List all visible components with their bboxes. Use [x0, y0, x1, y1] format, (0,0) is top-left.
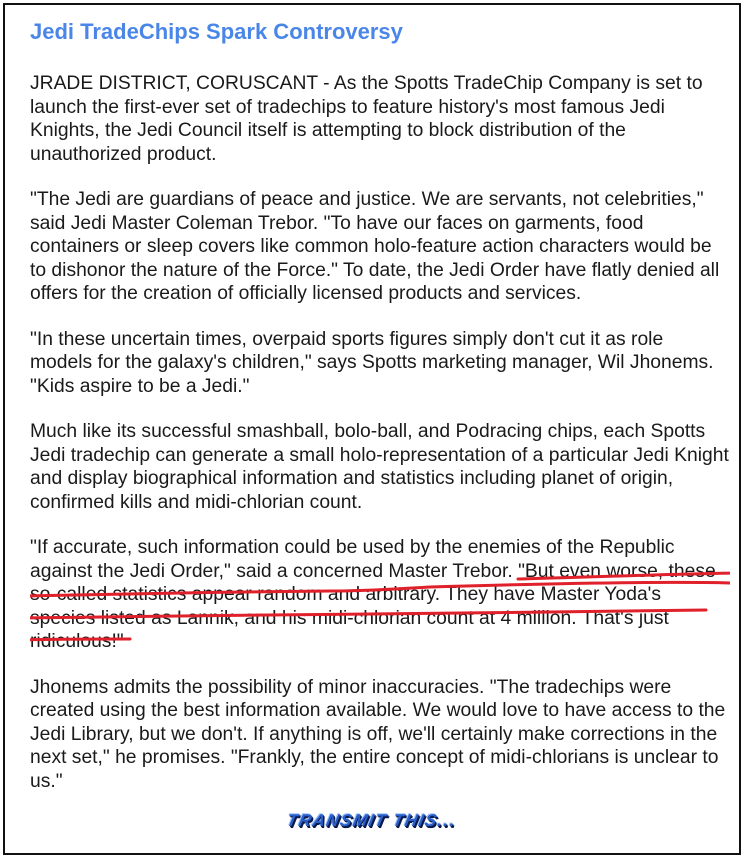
article-title: Jedi TradeChips Spark Controversy: [30, 19, 403, 44]
transmit-this-logo: TRANSMIT THIS...: [285, 811, 459, 830]
article-paragraph-5: "If accurate, such information could be used by the enemies of the Republic against the Jedi Order," said a concerned Master Trebor. "But even worse, these so-called statistics appear random and arbitrary. They have Master Yoda's species listed as Lannik, and his midi-chlorian count at 4 million. That's just ridiculous!": [30, 537, 716, 653]
article-body: [30, 19, 730, 815]
article-frame: [3, 3, 741, 855]
article-paragraph-6: Jhonems admits the possibility of minor inaccuracies. "The tradechips were created using the best information available. We would love to have access to the Jedi Library, but we don't. If anything is off, we'll certainly make corrections in the next set," he promises. "Frankly, the entire concept of midi-chlorians is unclear to us.": [30, 676, 726, 792]
highlighted-quote: [30, 536, 730, 654]
article-paragraph-3: "In these uncertain times, overpaid sports figures simply don't cut it as role models for the galaxy's children," says Spotts marketing manager, Wil Jhonems. "Kids aspire to be a Jedi.": [30, 328, 714, 397]
article-paragraph-1: JRADE DISTRICT, CORUSCANT - As the Spotts TradeChip Company is set to launch the first-ever set of tradechips to feature history's most famous Jedi Knights, the Jedi Council itself is attempting to block distribution of the unauthorized product.: [30, 73, 703, 165]
article-paragraph-2: "The Jedi are guardians of peace and justice. We are servants, not celebrities," said Jedi Master Coleman Trebor. "To have our faces on garments, food containers or sleep covers like common holo-feature action characters would be to dishonor the nature of the Force." To date, the Jedi Order have flatly denied all offers for the creation of officially licensed products and services.: [30, 189, 720, 305]
article-paragraph-4: Much like its successful smashball, bolo-ball, and Podracing chips, each Spotts Jedi tradechip can generate a small holo-representation of a particular Jedi Knight and display biographical information and statistics including planet of origin, confirmed kills and midi-chlorian count.: [30, 421, 729, 513]
footer: [5, 811, 739, 831]
